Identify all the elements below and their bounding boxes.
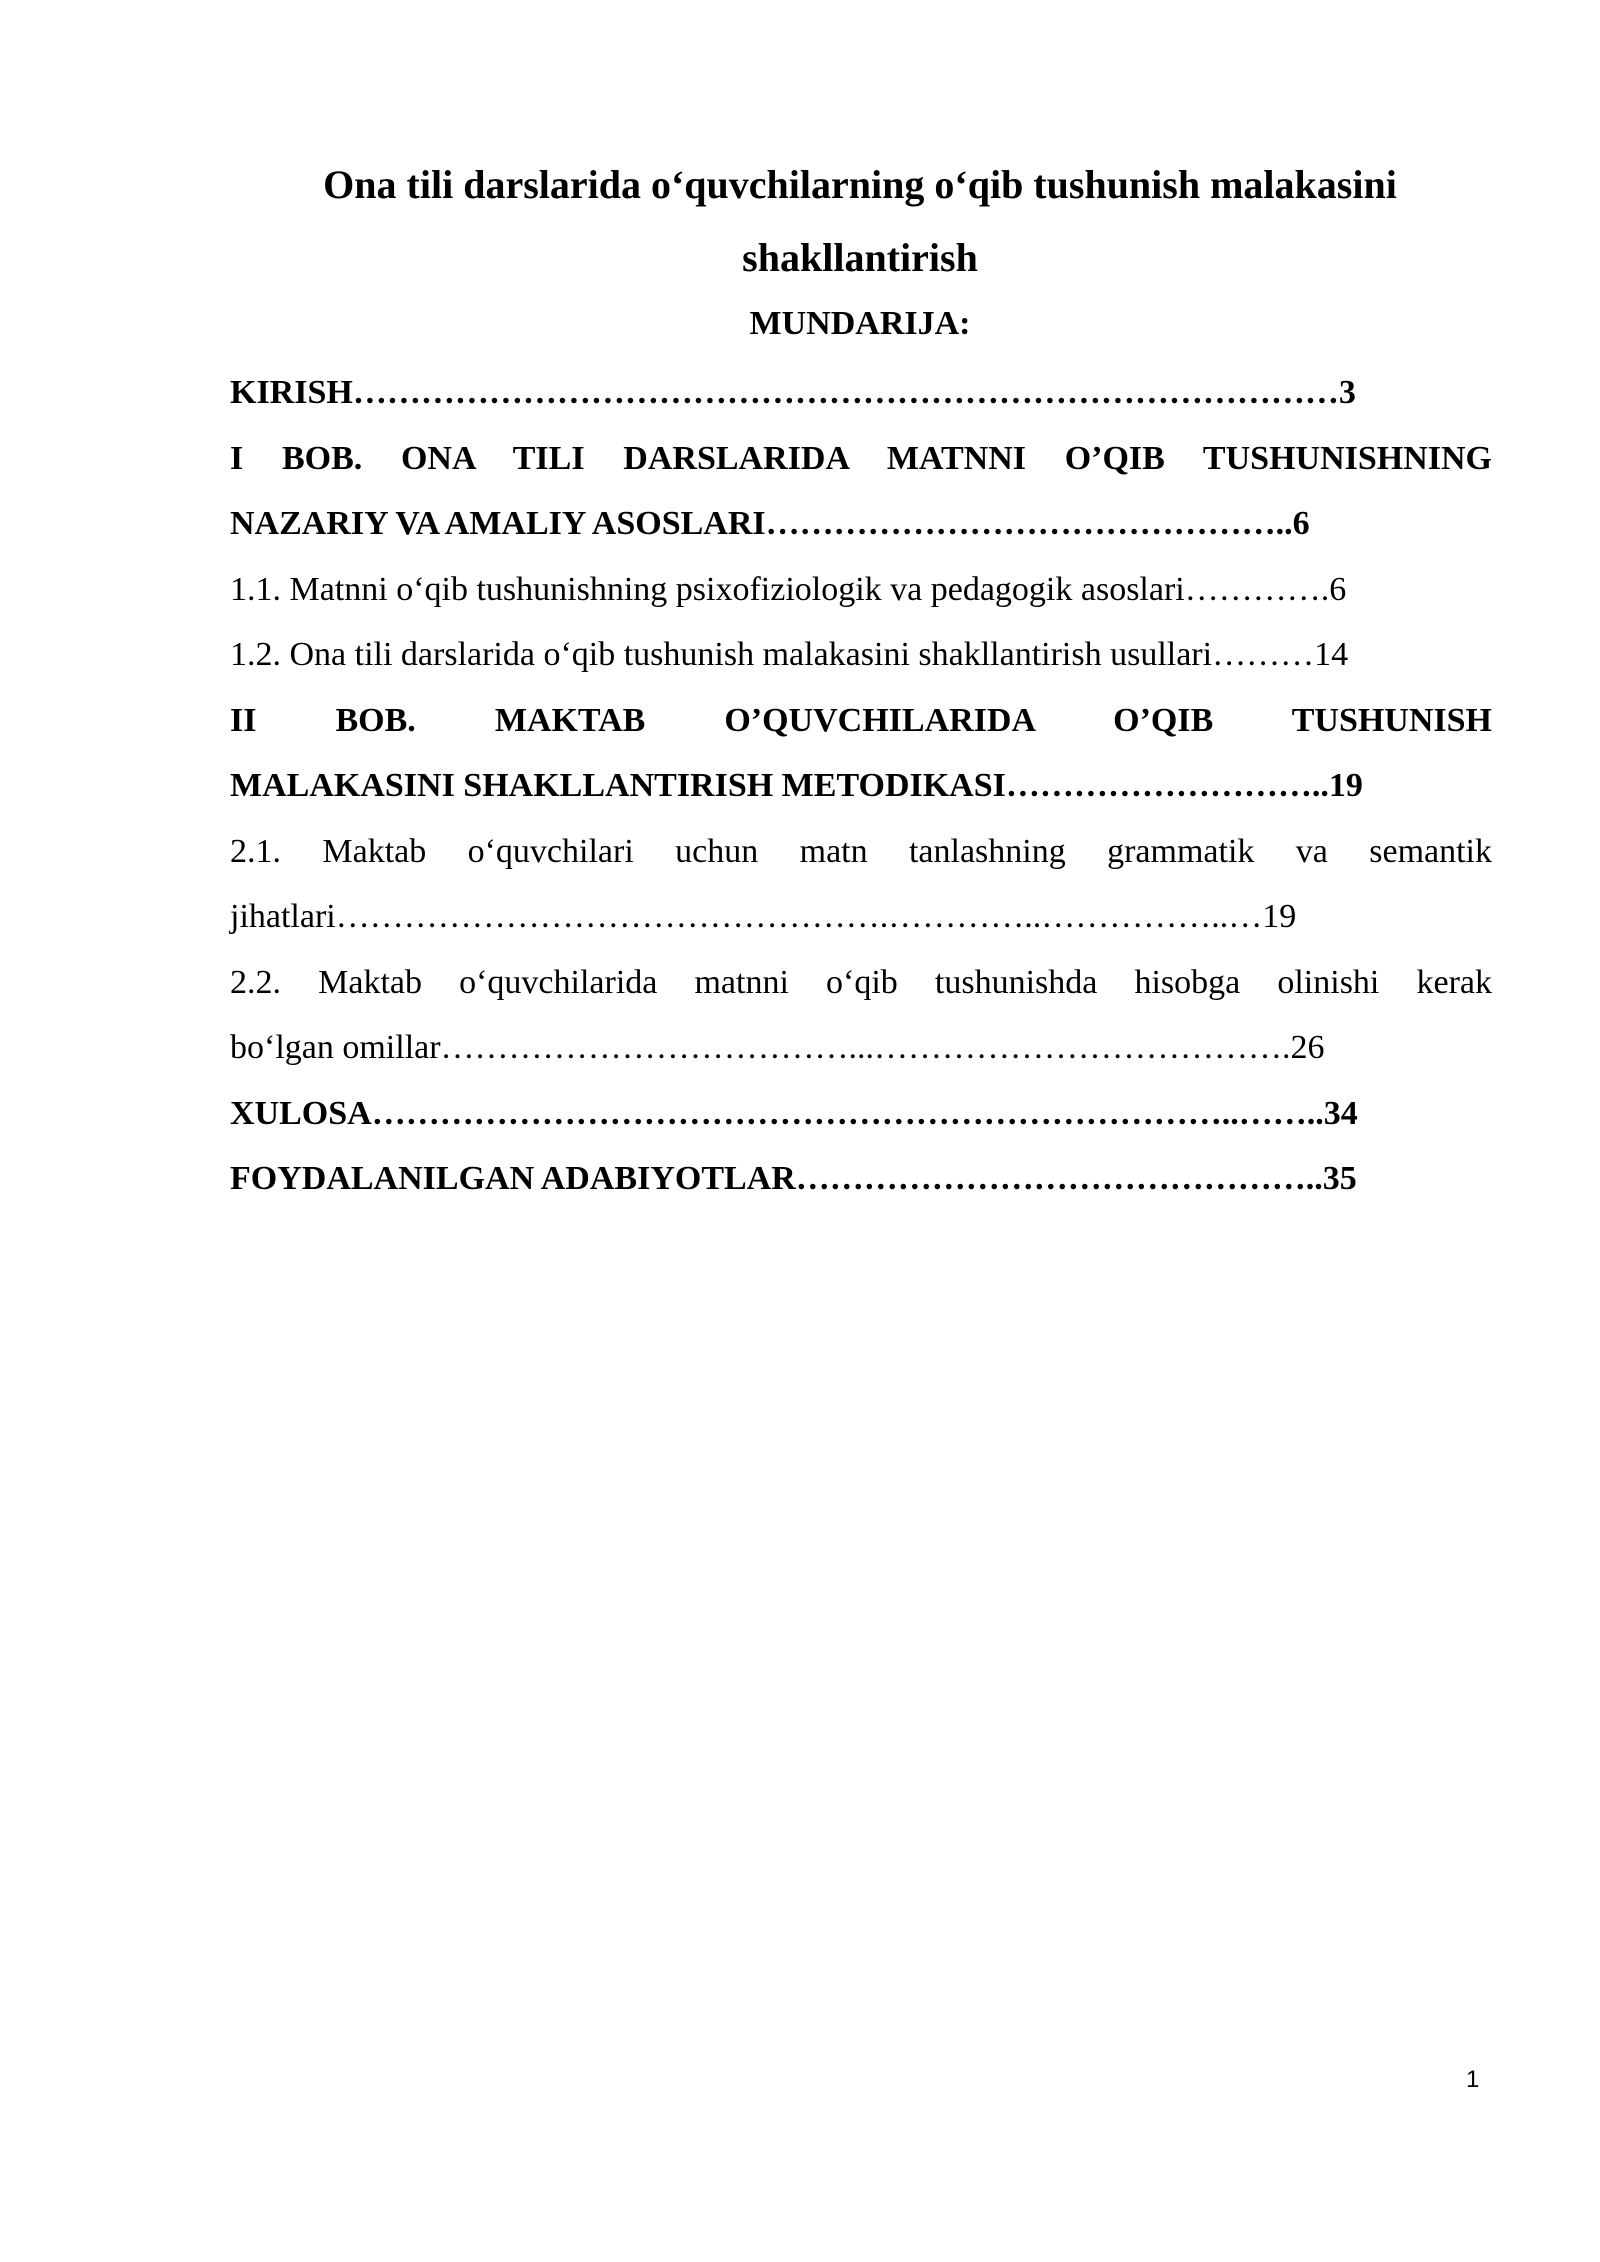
toc-entry-adabiyotlar[interactable]: FOYDALANILGAN ADABIYOTLAR………………………………………..35 bbox=[230, 1160, 1357, 1197]
title-line-2: shakllantirish bbox=[742, 235, 978, 280]
toc-entry-2-2-line2[interactable]: bo‘lgan omillar………………………………...……………………………….26 bbox=[230, 1029, 1325, 1066]
toc-entry-kirish[interactable]: KIRISH……………………………………………………………………………3 bbox=[230, 374, 1356, 411]
page-number: 1 bbox=[1466, 2066, 1480, 2093]
title-line-1: Ona tili darslarida o‘quvchilarning o‘qib tushunish malakasini bbox=[323, 162, 1397, 207]
toc-heading: MUNDARIJA: bbox=[749, 305, 971, 342]
toc-entry-1-1[interactable]: 1.1. Matnni o‘qib tushunishning psixofiziologik va pedagogik asoslari………….6 bbox=[230, 570, 1347, 608]
toc-entry-bob2-line2[interactable]: MALAKASINI SHAKLLANTIRISH METODIKASI………………………..19 bbox=[230, 767, 1363, 804]
toc-entry-bob1-line1[interactable]: I BOB. ONA TILI DARSLARIDA MATNNI O’QIB TUSHUNISHNING bbox=[230, 439, 1492, 477]
toc-entry-bob2-line1[interactable]: II BOB. MAKTAB O’QUVCHILARIDA O’QIB TUSHUNISH bbox=[230, 701, 1492, 739]
toc-entry-xulosa[interactable]: XULOSA…………………………………………………………………..……..34 bbox=[230, 1094, 1358, 1132]
toc-entry-1-2[interactable]: 1.2. Ona tili darslarida o‘qib tushunish malakasini shakllantirish usullari………14 bbox=[230, 636, 1349, 673]
toc-entry-2-1-line2[interactable]: jihatlari………………………………………….…………..……………..…19 bbox=[230, 898, 1297, 935]
table-of-contents bbox=[230, 360, 1492, 1212]
toc-entry-bob1-line2[interactable]: NAZARIY VA AMALIY ASOSLARI………………………………………..6 bbox=[230, 505, 1310, 542]
toc-entry-2-1-line1[interactable]: 2.1. Maktab o‘quvchilari uchun matn tanlashning grammatik va semantik bbox=[230, 832, 1492, 870]
toc-entry-2-2-line1[interactable]: 2.2. Maktab o‘quvchilarida matnni o‘qib tushunishda hisobga olinishi kerak bbox=[230, 963, 1492, 1001]
document-title bbox=[230, 148, 1490, 294]
